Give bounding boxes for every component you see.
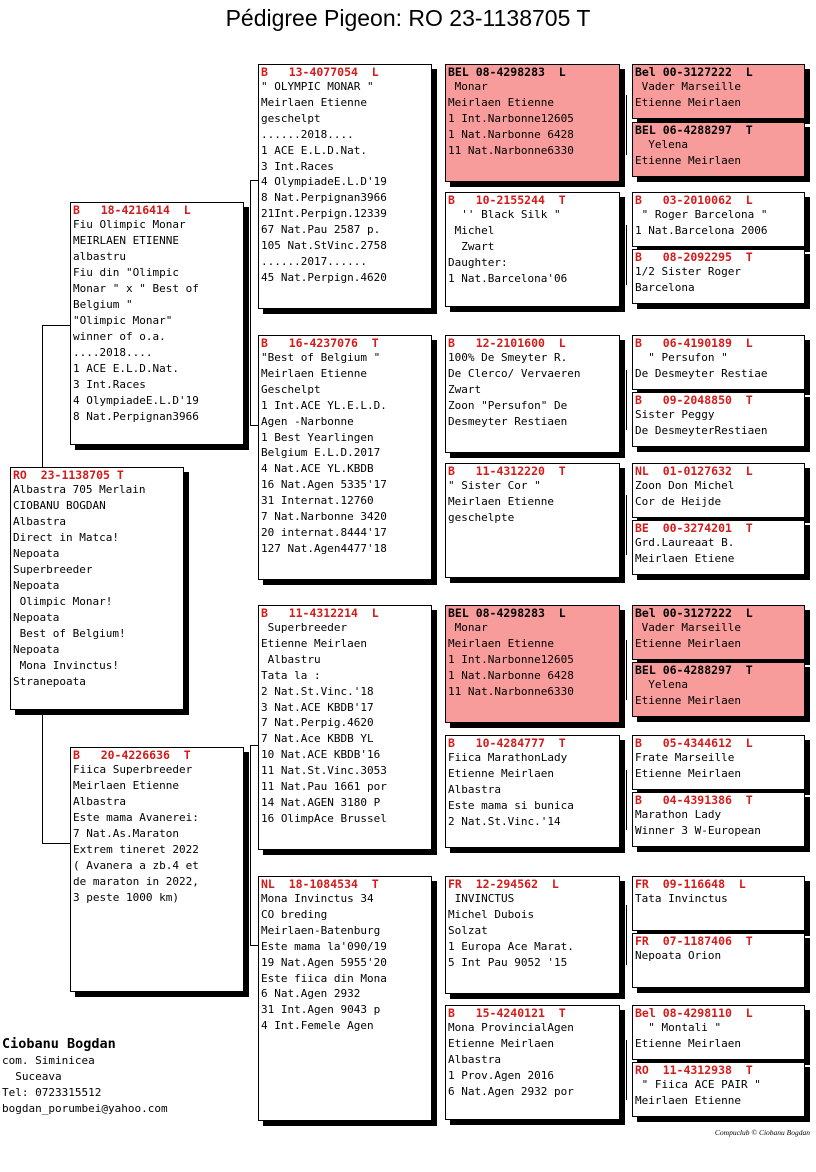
pedigree-info-line: 1 Int.ACE YL.E.L.D. [261,398,387,412]
ring-number: B 04-4391386 T [635,793,753,807]
ring-number: B 20-4226636 T [73,748,191,762]
connector-line [42,325,70,326]
ring-number: BEL 06-4288297 T [635,663,753,677]
owner-line: Suceava [2,1070,62,1083]
pigeon-card-dsd [445,735,620,848]
pedigree-info-line: Sister Peggy [635,408,715,421]
pedigree-info-line: Meirlaen Etienne [448,96,554,109]
pedigree-info-line: Fiu din "Olimpic [73,266,179,279]
pedigree-info-line: 1 Nat.Barcelona'06 [448,272,568,285]
ring-number: FR 09-116648 L [635,877,746,891]
ring-number: Bel 00-3127222 L [635,606,753,620]
ring-number: FR 07-1187406 T [635,934,753,948]
pigeon-card-sss [445,64,620,182]
pedigree-info-line: Marathon Lady [635,808,722,821]
pedigree-info-line: Michel [448,224,495,237]
pigeon-card-g4-6 [632,463,805,518]
pigeon-card-g4-10 [632,735,805,790]
pedigree-info-line: winner of o.a. [73,330,166,343]
pedigree-info-line: Albastra [448,1053,501,1066]
pedigree-info-line: Zoon "Persufon" De [448,399,568,412]
pedigree-info-line: 2 Nat.St.Vinc.'18 [261,684,374,698]
pedigree-info-line: De Desmeyter Restiae [635,367,768,380]
pedigree-info-line: Mona Invinctus! [13,659,119,672]
pigeon-card-g4-1 [632,122,805,177]
pedigree-info-line: Barcelona [635,281,695,294]
pedigree-info-line: Meirlaen Etienne [448,495,554,508]
pedigree-info-line: "Olimpic Monar" [73,314,173,327]
pedigree-info-line: 10 Nat.ACE KBDB'16 [261,748,381,762]
pedigree-info-line: 4 OlympiadeE.L.D'19 [261,175,387,189]
ring-number: B 11-4312220 T [448,464,566,478]
pedigree-info-line: Superbreeder [261,621,348,634]
pigeon-card-sire [70,202,244,445]
pedigree-info-line: 127 Nat.Agen4477'18 [261,541,387,555]
pedigree-info-line: Etienne Meirlaen [261,636,367,650]
pedigree-info-line: 8 Nat.Perpignan3966 [261,191,387,205]
pedigree-info-line: Michel Dubois [448,908,535,921]
ring-number: B 11-4312214 L [261,606,379,620]
connector-line [250,945,258,946]
ring-number: B 12-2101600 L [448,336,566,350]
pedigree-info-line: 1 Nat.Narbonne 6428 [448,669,574,682]
pedigree-info-line: Best of Belgium! [13,627,126,640]
pigeon-card-ss [258,64,432,309]
owner-line: bogdan_porumbei@yahoo.com [2,1102,168,1115]
ring-number: Bel 08-4298110 L [635,1006,753,1020]
pigeon-card-g4-4 [632,335,805,390]
connector-line [626,1040,627,1100]
ring-number: B 15-4240121 T [448,1006,566,1020]
pedigree-info-line: Etienne Meirlaen [635,637,741,650]
pedigree-info-line: Este mama Avanerei: [73,811,199,824]
pedigree-info-line: Yelena [635,138,688,151]
pedigree-info-line: 7 Nat.Narbonne 3420 [261,510,387,524]
pedigree-info-line: 67 Nat.Pau 2587 p. [261,223,381,237]
pedigree-info-line: Nepoata [13,547,60,560]
pedigree-info-line: Geschelpt [261,382,321,396]
pedigree-info-line: 3 Int.Races [73,378,146,391]
pedigree-info-line: " OLYMPIC MONAR " [261,80,374,93]
pedigree-info-line: " Sister Cor " [448,479,541,492]
pigeon-card-sdd [445,463,620,578]
pedigree-info-line: 1 Nat.Barcelona 2006 [635,224,768,237]
ring-number: B 05-4344612 L [635,736,753,750]
pedigree-info-line: " Fiica ACE PAIR " [635,1078,761,1091]
pigeon-card-dss [445,605,620,723]
pedigree-info-line: Fiica Superbreeder [73,763,193,776]
pedigree-info-line: Mona ProvincialAgen [448,1021,574,1034]
pedigree-info-line: Frate Marseille [635,751,735,764]
pedigree-info-line: 7 Nat.As.Maraton [73,827,179,840]
pedigree-info-line: Meirlaen Etiene [635,552,735,565]
pedigree-info-line: CO breding [261,907,328,921]
ring-number: BEL 08-4298283 L [448,65,566,79]
pigeon-card-g4-2 [632,192,805,247]
pedigree-info-line: geschelpte [448,511,515,524]
connector-line [42,325,43,468]
ring-number: NL 18-1084534 T [261,877,379,891]
pedigree-info-line: 6 Nat.Agen 2932 por [448,1085,574,1098]
owner-name: Ciobanu Bogdan [2,1036,116,1052]
pedigree-info-line: Etienne Meirlaen [635,694,741,707]
pigeon-card-dd [258,876,432,1121]
pedigree-info-line: Nepoata [13,643,60,656]
connector-line [250,425,258,426]
pedigree-info-line: Belgium E.L.D.2017 [261,446,381,460]
pedigree-info-line: Grd.Laureaat B. [635,536,735,549]
pedigree-info-line: Stranepoata [13,675,86,688]
pedigree-info-line: Tata Invinctus [635,892,728,905]
pedigree-info-line: 21Int.Perpign.12339 [261,207,387,221]
pedigree-info-line: de maraton in 2022, [73,875,199,888]
ring-number: FR 12-294562 L [448,877,559,891]
ring-number: B 08-2092295 T [635,250,753,264]
ring-number: B 10-2155244 T [448,193,566,207]
pedigree-info-line: ......2017...... [261,254,367,268]
connector-line [626,640,627,700]
pedigree-info-line: Meirlaen Etienne [261,366,367,380]
pedigree-info-line: Nepoata Orion [635,949,722,962]
pigeon-card-g4-9 [632,662,805,717]
ring-number: Bel 00-3127222 L [635,65,753,79]
pedigree-info-line: Etienne Meirlaen [448,1037,554,1050]
pedigree-info-line: 1 Int.Narbonne12605 [448,653,574,666]
pigeon-card-g4-11 [632,792,805,847]
pedigree-info-line: Albastru [261,652,321,666]
pedigree-info-line: ......2018.... [261,127,354,141]
pigeon-card-g4-5 [632,392,805,447]
pedigree-info-line: Fiica MarathonLady [448,751,568,764]
pedigree-info-line: Tata la : [261,668,321,682]
connector-line [626,770,627,830]
pedigree-info-line: " Montali " [635,1021,722,1034]
pedigree-info-line: Meirlaen-Batenburg [261,923,381,937]
pedigree-info-line: 16 OlimpAce Brussel [261,811,387,825]
page-title: Pédigree Pigeon: RO 23-1138705 T [225,5,591,31]
pedigree-info-line: 2 Nat.St.Vinc.'14 [448,815,561,828]
pigeon-card-ssd [445,192,620,307]
pedigree-info-line: Zoon Don Michel [635,479,735,492]
pedigree-info-line: Etienne Meirlaen [448,767,554,780]
connector-line [436,115,437,250]
pedigree-info-line: 45 Nat.Perpign.4620 [261,270,387,284]
ring-number: B 13-4077054 L [261,65,379,79]
pedigree-info-line: 3 Int.Races [261,159,334,173]
pigeon-card-dam [70,747,244,992]
pedigree-info-line: Este mama la'090/19 [261,939,387,953]
pedigree-info-line: Vader Marseille [635,80,741,93]
connector-line [626,905,627,965]
pedigree-info-line: "Best of Belgium " [261,351,381,364]
connector-line [436,665,437,785]
pedigree-info-line: 1 ACE E.L.D.Nat. [73,362,179,375]
pedigree-info-line: Meirlaen Etienne [261,95,367,109]
owner-line: Tel: 0723315512 [2,1086,102,1099]
pigeon-card-g4-12 [632,876,805,931]
pedigree-info-line: 31 Int.Agen 9043 p [261,1003,381,1017]
pedigree-info-line: 8 Nat.Perpignan3966 [73,410,199,423]
pedigree-info-line: Este fiica din Mona [261,971,387,985]
pedigree-info-line: 11 Nat.Pau 1661 por [261,780,387,794]
pedigree-info-line: Monar [448,621,488,634]
ring-number: RO 11-4312938 T [635,1063,753,1077]
pedigree-info-line: ( Avanera a zb.4 et [73,859,199,872]
pedigree-info-line: Olimpic Monar! [13,595,113,608]
pedigree-info-line: 19 Nat.Agen 5955'20 [261,955,387,969]
pedigree-info-line: Etienne Meirlaen [635,96,741,109]
pigeon-card-ddd [445,1005,620,1120]
pigeon-card-g4-0 [632,64,805,119]
pedigree-info-line: 4 Nat.ACE YL.KBDB [261,462,374,476]
connector-line [626,370,627,430]
pedigree-info-line: Monar " x " Best of [73,282,199,295]
connector-line [250,180,258,181]
pedigree-info-line: albastru [73,250,126,263]
ring-number: BEL 06-4288297 T [635,123,753,137]
connector-line [250,180,251,425]
pigeon-card-g4-15 [632,1062,805,1117]
pedigree-info-line: 11 Nat.St.Vinc.3053 [261,764,387,778]
pedigree-info-line: INVINCTUS [448,892,515,905]
pedigree-info-line: 105 Nat.StVinc.2758 [261,239,387,253]
pedigree-info-line: Daughter: [448,256,508,269]
pedigree-info-line: 11 Nat.Narbonne6330 [448,685,574,698]
pigeon-card-dds [445,876,620,994]
ring-number: B 10-4284777 T [448,736,566,750]
ring-number: NL 01-0127632 L [635,464,753,478]
pigeon-card-subject [10,467,184,710]
pigeon-card-sds [445,335,620,453]
pedigree-info-line: Zwart [448,240,495,253]
pedigree-info-line: Desmeyter Restiaen [448,415,568,428]
ring-number: B 16-4237076 T [261,336,379,350]
pedigree-info-line: 3 peste 1000 km) [73,891,179,904]
pedigree-info-line: Winner 3 W-European [635,824,761,837]
pedigree-info-line: Superbreeder [13,563,93,576]
pedigree-info-line: 31 Internat.12760 [261,494,374,508]
pedigree-info-line: " Persufon " [635,351,728,364]
pedigree-info-line: 6 Nat.Agen 2932 [261,987,361,1001]
pedigree-info-line: 11 Nat.Narbonne6330 [448,144,574,157]
connector-line [626,225,627,285]
ring-number: B 03-2010062 L [635,193,753,207]
pigeon-card-g4-7 [632,520,805,575]
pedigree-info-line: geschelpt [261,111,321,125]
pedigree-info-line: Nepoata [13,611,60,624]
connector-line [250,745,251,945]
pedigree-info-line: 1 Int.Narbonne12605 [448,112,574,125]
pedigree-info-line: Albastra [73,795,126,808]
pedigree-info-line: Mona Invinctus 34 [261,892,374,905]
pedigree-info-line: Meirlaen Etienne [448,637,554,650]
pedigree-info-line: De DesmeyterRestiaen [635,424,768,437]
connector-line [436,390,437,505]
pedigree-info-line: Albastra [448,783,501,796]
connector-line [626,95,627,155]
pedigree-info-line: Fiu Olimpic Monar [73,218,186,231]
pedigree-info-line: Belgium " [73,298,133,311]
pedigree-info-line: 4 Int.Femele Agen [261,1019,374,1033]
pedigree-info-line: Direct in Matca! [13,531,119,544]
pedigree-info-line: Meirlaen Etienne [635,1094,741,1107]
pedigree-info-line: Etienne Meirlaen [635,1037,741,1050]
pedigree-info-line: Solzat [448,924,488,937]
pedigree-info-line: Albastra [13,515,66,528]
pigeon-card-ds [258,605,432,850]
pedigree-info-line: 1 Europa Ace Marat. [448,940,574,953]
pedigree-info-line: Yelena [635,678,688,691]
pigeon-card-g4-13 [632,933,805,988]
pedigree-info-line: Extrem tineret 2022 [73,843,199,856]
pedigree-info-line: 14 Nat.AGEN 3180 P [261,795,381,809]
connector-line [250,745,258,746]
pedigree-info-line: Etienne Meirlaen [635,154,741,167]
pedigree-info-line: 7 Nat.Ace KBDB YL [261,732,374,746]
pedigree-info-line: Nepoata [13,579,60,592]
owner-line: com. Siminicea [2,1054,95,1067]
pedigree-info-line: 1 ACE E.L.D.Nat. [261,143,367,157]
pedigree-info-line: 1 Best Yearlingen [261,430,374,444]
pedigree-info-line: Meirlaen Etienne [73,779,179,792]
software-credit: Compuclub © Ciobanu Bogdan [714,1128,810,1137]
pedigree-info-line: 1/2 Sister Roger [635,265,741,278]
pedigree-info-line: CIOBANU BOGDAN [13,499,106,512]
pedigree-info-line: 4 OlympiadeE.L.D'19 [73,394,199,407]
pedigree-info-line: 16 Nat.Agen 5335'17 [261,478,387,492]
pigeon-card-g4-14 [632,1005,805,1060]
pedigree-info-line: MEIRLAEN ETIENNE [73,234,179,247]
ring-number: BE 00-3274201 T [635,521,753,535]
pedigree-info-line: Monar [448,80,488,93]
ring-number: BEL 08-4298283 L [448,606,566,620]
pigeon-card-g4-8 [632,605,805,660]
pedigree-info-line: Agen -Narbonne [261,414,354,428]
ring-number: B 06-4190189 L [635,336,753,350]
connector-line [626,495,627,555]
pedigree-info-line: Este mama si bunica [448,799,574,812]
connector-line [42,710,43,843]
pedigree-info-line: 100% De Smeyter R. [448,351,568,364]
owner-info [2,1035,168,1117]
connector-line [436,935,437,1055]
connector-line [42,843,70,844]
pedigree-info-line: '' Black Silk " [448,208,561,221]
pedigree-info-line: ....2018.... [73,346,153,359]
pedigree-info-line: " Roger Barcelona " [635,208,768,221]
ring-number: RO 23-1138705 T [13,468,124,482]
pedigree-info-line: Cor de Heijde [635,495,722,508]
pedigree-info-line: Zwart [448,383,482,396]
pigeon-card-sd [258,335,432,580]
pedigree-info-line: 20 internat.8444'17 [261,525,387,539]
pedigree-info-line: Vader Marseille [635,621,741,634]
pedigree-info-line: De Clerco/ Vervaeren [448,367,581,380]
pedigree-info-line: 7 Nat.Perpig.4620 [261,716,374,730]
pedigree-info-line: 5 Int Pau 9052 '15 [448,956,568,969]
pedigree-info-line: 1 Prov.Agen 2016 [448,1069,554,1082]
ring-number: B 09-2048850 T [635,393,753,407]
pedigree-info-line: Etienne Meirlaen [635,767,741,780]
ring-number: B 18-4216414 L [73,203,191,217]
pedigree-info-line: Albastra 705 Merlain [13,483,146,496]
pedigree-info-line: 1 Nat.Narbonne 6428 [448,128,574,141]
pedigree-info-line: 3 Nat.ACE KBDB'17 [261,700,374,714]
pigeon-card-g4-3 [632,249,805,304]
